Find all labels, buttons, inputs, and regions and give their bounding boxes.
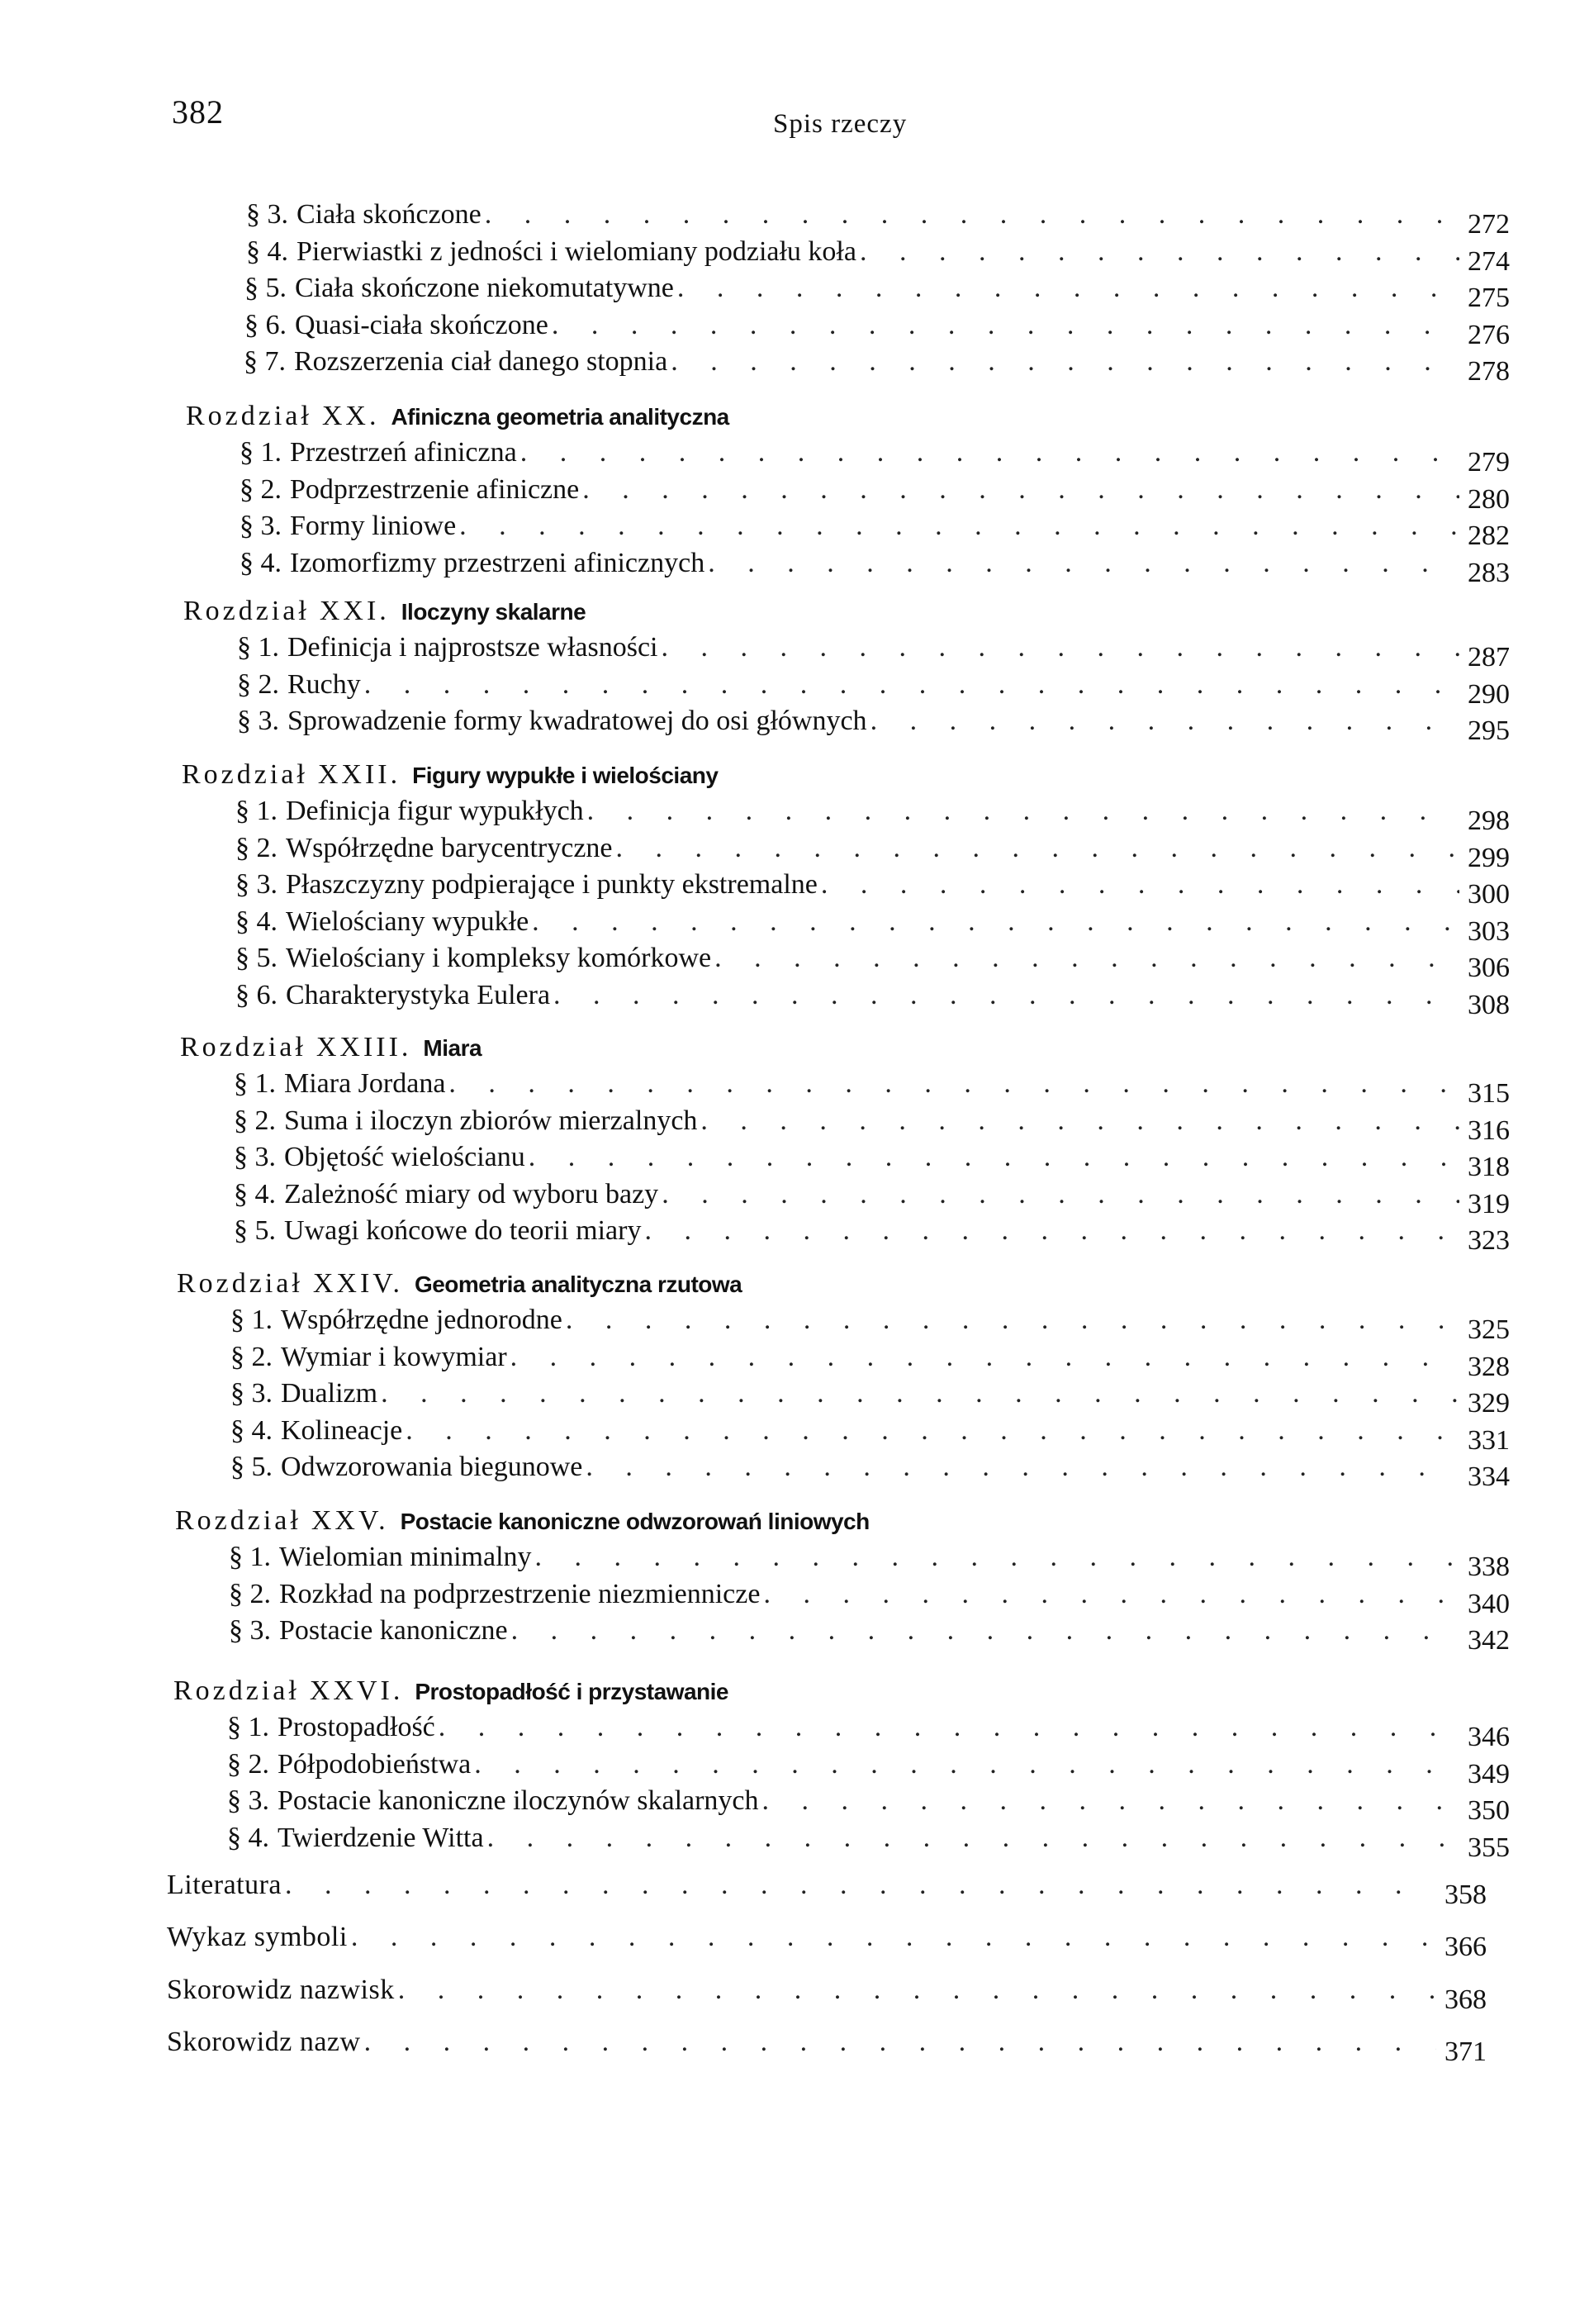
page-ref: 282: [1468, 520, 1510, 551]
section-number: § 1.: [230, 1305, 273, 1335]
entry-title: Ruchy: [287, 668, 361, 700]
entry-title: Charakterystyka Eulera: [286, 979, 551, 1010]
entry-label: [227, 1747, 474, 1783]
section-number: § 4.: [246, 235, 288, 267]
section-number: § 1.: [234, 1068, 276, 1099]
toc-entry: [227, 1783, 1510, 1826]
dot-leader: [439, 1709, 1459, 1746]
toc-entry: [240, 545, 1510, 588]
toc-entry: [234, 1139, 1510, 1182]
dot-leader: [671, 344, 1459, 380]
entry-title: Rozkład na podprzestrzenie niezmiennicze: [279, 1578, 761, 1609]
section-number: § 4.: [227, 1822, 269, 1853]
section-number: § 3.: [240, 511, 282, 541]
page-ref: 287: [1468, 642, 1510, 672]
running-title: Spis rzeczy: [773, 109, 908, 139]
entry-title: Wielościany wypukłe: [286, 905, 529, 937]
back-matter-entry: [167, 1867, 1487, 1910]
entry-label: [230, 1449, 586, 1485]
entry-label: [234, 1066, 448, 1102]
entry-title: Suma i iloczyn zbiorów mierzalnych: [284, 1105, 698, 1136]
entry-title: Miara Jordana: [284, 1068, 446, 1099]
chapter-numeral: XXII.: [317, 759, 401, 790]
chapter-title: Prostopadłość i przystawanie: [415, 1679, 728, 1704]
entry-label: [229, 1539, 535, 1575]
entry-title: Skorowidz nazwisk: [167, 1975, 395, 2005]
section-number: § 3.: [229, 1615, 271, 1646]
section-number: § 2.: [237, 668, 279, 700]
entry-label: [227, 1820, 487, 1856]
section-number: § 5.: [235, 943, 278, 973]
dot-leader: [644, 1213, 1459, 1249]
page-ref: 329: [1468, 1388, 1510, 1419]
entry-label: [234, 1213, 644, 1249]
chapter-numeral: XXI.: [319, 596, 390, 626]
entry-title: Postacie kanoniczne iloczynów skalarnych: [278, 1785, 759, 1816]
page-ref: 272: [1468, 209, 1510, 240]
section-number: § 1.: [240, 437, 282, 468]
section-number: § 4.: [240, 547, 282, 578]
dot-leader: [487, 1820, 1459, 1856]
section-number: § 1.: [235, 796, 278, 826]
dot-leader: [351, 1919, 1436, 1956]
entry-title: Ciała skończone: [296, 199, 482, 230]
page-ref: 331: [1468, 1424, 1510, 1456]
chapter-heading: [182, 757, 718, 794]
entry-label: [230, 1339, 510, 1376]
chapter-label: Rozdział: [173, 1675, 300, 1706]
page-ref: 278: [1468, 356, 1510, 387]
page-ref: 318: [1468, 1152, 1510, 1182]
chapter-label: Rozdział: [182, 759, 308, 790]
page-ref: 323: [1468, 1225, 1510, 1256]
toc-entry: [237, 703, 1510, 746]
section-number: § 6.: [244, 309, 287, 340]
toc-entry: [230, 1449, 1510, 1492]
entry-title: Definicja i najprostsze własności: [287, 632, 658, 663]
entry-title: Zależność miary od wyboru bazy: [284, 1178, 659, 1210]
page-ref: 338: [1468, 1552, 1510, 1582]
page-ref: 349: [1468, 1758, 1510, 1789]
dot-leader: [529, 1139, 1459, 1176]
page-ref: 290: [1468, 678, 1510, 710]
entry-title: Wielomian minimalny: [279, 1542, 532, 1572]
toc-entry: [229, 1576, 1510, 1619]
page-ref: 300: [1468, 879, 1510, 910]
dot-leader: [821, 867, 1459, 903]
dot-leader: [406, 1413, 1459, 1449]
chapter-heading: [180, 1029, 482, 1067]
entry-title: Odwzorowania biegunowe: [281, 1452, 583, 1482]
chapter-label: Rozdział: [186, 401, 312, 431]
section-number: § 4.: [230, 1414, 273, 1446]
entry-label: [235, 830, 616, 867]
chapter-heading: [186, 398, 729, 435]
entry-title: Objętość wielościanu: [284, 1142, 525, 1172]
toc-entry: [235, 830, 1510, 873]
page-ref: 306: [1468, 953, 1510, 983]
entry-title: Wymiar i kowymiar: [281, 1341, 507, 1372]
dot-leader: [677, 270, 1459, 307]
chapter-label: Rozdział: [180, 1032, 306, 1062]
entry-label: [229, 1613, 511, 1649]
entry-title: Sprowadzenie formy kwadratowej do osi głównych: [287, 706, 867, 736]
page-ref: 371: [1445, 2036, 1487, 2067]
entry-title: Prostopadłość: [278, 1712, 435, 1742]
dot-leader: [398, 1972, 1436, 2008]
toc-entry: [244, 307, 1510, 350]
toc-entry: [230, 1413, 1510, 1456]
dot-leader: [586, 1449, 1459, 1485]
dot-leader: [763, 1576, 1459, 1613]
toc-entry: [229, 1613, 1510, 1656]
entry-label: [230, 1376, 381, 1412]
section-number: § 2.: [229, 1578, 271, 1609]
dot-leader: [552, 307, 1459, 344]
entry-label: [240, 508, 459, 544]
page-ref: 275: [1468, 283, 1510, 313]
entry-label: [244, 307, 552, 344]
entry-label: [240, 545, 708, 582]
toc-entry: [227, 1820, 1510, 1863]
dot-leader: [661, 630, 1459, 666]
entry-label: [227, 1783, 762, 1819]
section-number: § 3.: [234, 1142, 276, 1172]
page-ref: 299: [1468, 842, 1510, 873]
dot-leader: [285, 1867, 1436, 1903]
toc-entry: [244, 344, 1510, 387]
dot-leader: [662, 1176, 1459, 1213]
entry-title: Uwagi końcowe do teorii miary: [284, 1215, 642, 1246]
chapter-heading: [175, 1503, 870, 1540]
page-number: 382: [172, 93, 224, 131]
page-ref: 340: [1468, 1588, 1510, 1619]
entry-title: Wykaz symboli: [167, 1922, 348, 1952]
chapter-numeral: XXIV.: [312, 1268, 403, 1299]
chapter-heading: [173, 1673, 728, 1710]
toc-entry: [235, 904, 1510, 947]
back-matter-entry: [167, 1919, 1487, 1962]
toc-entry: [244, 270, 1510, 313]
page-ref: 295: [1468, 715, 1510, 746]
section-number: § 1.: [229, 1542, 271, 1572]
page-ref: 350: [1468, 1795, 1510, 1826]
page-ref: 280: [1468, 483, 1510, 515]
toc-entry: [235, 793, 1510, 836]
dot-leader: [762, 1783, 1459, 1819]
chapter-heading: [177, 1266, 742, 1303]
section-number: § 3.: [230, 1378, 273, 1409]
entry-label: [235, 867, 821, 903]
toc-entry: [234, 1103, 1510, 1146]
toc-entry: [234, 1176, 1510, 1219]
entry-label: [237, 703, 871, 739]
entry-label: [246, 234, 860, 270]
dot-leader: [459, 508, 1459, 544]
dot-leader: [474, 1747, 1459, 1783]
entry-label: [240, 472, 582, 508]
toc-entry: [227, 1747, 1510, 1789]
page-ref: 342: [1468, 1625, 1510, 1656]
entry-title: Podprzestrzenie afiniczne: [290, 473, 580, 505]
page-ref: 325: [1468, 1314, 1510, 1345]
dot-leader: [511, 1613, 1459, 1649]
section-number: § 2.: [235, 832, 278, 863]
page-ref: 274: [1468, 245, 1510, 277]
toc-entry: [240, 508, 1510, 551]
chapter-numeral: XXIII.: [315, 1032, 412, 1062]
page-ref: 308: [1468, 989, 1510, 1020]
section-number: § 1.: [227, 1712, 269, 1742]
toc-entry: [246, 197, 1510, 240]
toc-entry: [234, 1066, 1510, 1109]
toc-entry: [237, 630, 1510, 672]
toc-entry: [235, 977, 1510, 1020]
entry-title: Definicja figur wypukłych: [286, 796, 584, 826]
chapter-title: Figury wypukłe i wielościany: [412, 763, 719, 788]
dot-leader: [860, 234, 1459, 270]
entry-label: [237, 630, 661, 666]
chapter-title: Miara: [423, 1035, 482, 1061]
page-ref: 283: [1468, 557, 1510, 588]
toc-entry: [237, 667, 1510, 710]
dot-leader: [520, 435, 1459, 471]
chapter-title: Postacie kanoniczne odwzorowań liniowych: [400, 1509, 870, 1534]
chapter-numeral: XX.: [321, 401, 380, 431]
entry-title: Dualizm: [281, 1378, 378, 1409]
entry-title: Twierdzenie Witta: [278, 1822, 484, 1853]
section-number: § 5.: [234, 1215, 276, 1246]
page-ref: 315: [1468, 1078, 1510, 1109]
back-matter-entry: [167, 2024, 1487, 2067]
entry-label: [230, 1413, 406, 1449]
section-number: § 4.: [234, 1178, 276, 1210]
page-ref: 328: [1468, 1351, 1510, 1382]
dot-leader: [535, 1539, 1459, 1575]
back-matter-entry: [167, 1972, 1487, 2015]
section-number: § 3.: [227, 1785, 269, 1816]
dot-leader: [364, 667, 1459, 703]
page-ref: 358: [1445, 1880, 1487, 1910]
page-ref: 368: [1445, 1984, 1487, 2015]
entry-label: [244, 270, 677, 307]
dot-leader: [448, 1066, 1459, 1102]
dot-leader: [700, 1103, 1459, 1139]
entry-label: [240, 435, 520, 471]
section-number: § 2.: [234, 1105, 276, 1136]
entry-title: Izomorfizmy przestrzeni afinicznych: [290, 547, 705, 578]
entry-label: [235, 940, 714, 977]
toc-entry: [229, 1539, 1510, 1582]
entry-title: Płaszczyzny podpierające i punkty ekstremalne: [286, 869, 818, 900]
toc-entry: [227, 1709, 1510, 1752]
dot-leader: [485, 197, 1459, 233]
entry-title: Współrzędne barycentryczne: [286, 832, 613, 863]
entry-title: Formy liniowe: [290, 511, 457, 541]
section-number: § 3.: [237, 706, 279, 736]
chapter-numeral: XXV.: [311, 1505, 389, 1536]
dot-leader: [582, 472, 1459, 508]
entry-title: Skorowidz nazw: [167, 2027, 361, 2057]
chapter-label: Rozdział: [183, 596, 310, 626]
page-ref: 303: [1468, 915, 1510, 947]
section-number: § 3.: [246, 199, 288, 230]
page-ref: 319: [1468, 1188, 1510, 1219]
section-number: § 2.: [240, 473, 282, 505]
section-number: § 6.: [235, 979, 278, 1010]
entry-label: [237, 667, 364, 703]
chapter-title: Afiniczna geometria analityczna: [391, 404, 729, 430]
entry-title: Półpodobieństwa: [278, 1748, 472, 1780]
entry-title: Ciała skończone niekomutatywne: [295, 273, 674, 303]
toc-entry: [230, 1339, 1510, 1382]
entry-title: Kolineacje: [281, 1414, 403, 1446]
toc-entry: [230, 1302, 1510, 1345]
toc-entry: [240, 435, 1510, 478]
toc-entry: [235, 940, 1510, 983]
page-ref: 276: [1468, 319, 1510, 350]
chapter-title: Geometria analityczna rzutowa: [414, 1271, 742, 1297]
entry-label: [230, 1302, 566, 1338]
chapter-numeral: XXVI.: [309, 1675, 404, 1706]
dot-leader: [510, 1339, 1459, 1376]
dot-leader: [532, 904, 1459, 940]
page-ref: 366: [1445, 1932, 1487, 1962]
toc-entry: [240, 472, 1510, 515]
toc-entry: [235, 867, 1510, 910]
page-ref: 279: [1468, 447, 1510, 478]
section-number: § 4.: [235, 905, 278, 937]
entry-label: [229, 1576, 763, 1613]
chapter-heading: [183, 593, 586, 630]
page-ref: 355: [1468, 1832, 1510, 1863]
entry-title: Postacie kanoniczne: [279, 1615, 508, 1646]
toc-entry: [234, 1213, 1510, 1256]
chapter-title: Iloczyny skalarne: [401, 599, 586, 625]
section-number: § 5.: [244, 273, 287, 303]
entry-title: Przestrzeń afiniczna: [290, 437, 517, 468]
page-ref: 346: [1468, 1722, 1510, 1752]
section-number: § 1.: [237, 632, 279, 663]
chapter-label: Rozdział: [177, 1268, 303, 1299]
entry-label: [235, 977, 553, 1014]
section-number: § 3.: [235, 869, 278, 900]
section-number: § 2.: [230, 1341, 273, 1372]
entry-label: [234, 1103, 700, 1139]
dot-leader: [587, 793, 1459, 829]
entry-label: [234, 1176, 662, 1213]
dot-leader: [566, 1302, 1459, 1338]
section-number: § 2.: [227, 1748, 269, 1780]
page-ref: 316: [1468, 1114, 1510, 1146]
toc-entry: [230, 1376, 1510, 1419]
page-ref: 334: [1468, 1461, 1510, 1492]
entry-title: Quasi-ciała skończone: [295, 309, 548, 340]
entry-label: [227, 1709, 439, 1746]
entry-title: Pierwiastki z jedności i wielomiany podziału koła: [296, 235, 856, 267]
toc-entry: [246, 234, 1510, 277]
page-ref: 298: [1468, 806, 1510, 836]
entry-title: Wielościany i kompleksy komórkowe: [286, 943, 712, 973]
entry-label: [246, 197, 485, 233]
entry-label: [235, 904, 532, 940]
dot-leader: [364, 2024, 1436, 2060]
chapter-label: Rozdział: [175, 1505, 301, 1536]
dot-leader: [708, 545, 1459, 582]
entry-label: [234, 1139, 529, 1176]
dot-leader: [616, 830, 1460, 867]
dot-leader: [381, 1376, 1459, 1412]
entry-title: Współrzędne jednorodne: [281, 1305, 562, 1335]
entry-label: [244, 344, 671, 380]
section-number: § 5.: [230, 1452, 273, 1482]
entry-label: [235, 793, 587, 829]
dot-leader: [714, 940, 1459, 977]
dot-leader: [553, 977, 1459, 1014]
dot-leader: [871, 703, 1459, 739]
section-number: § 7.: [244, 346, 286, 377]
entry-title: Literatura: [167, 1870, 282, 1900]
entry-title: Rozszerzenia ciał danego stopnia: [294, 346, 668, 377]
